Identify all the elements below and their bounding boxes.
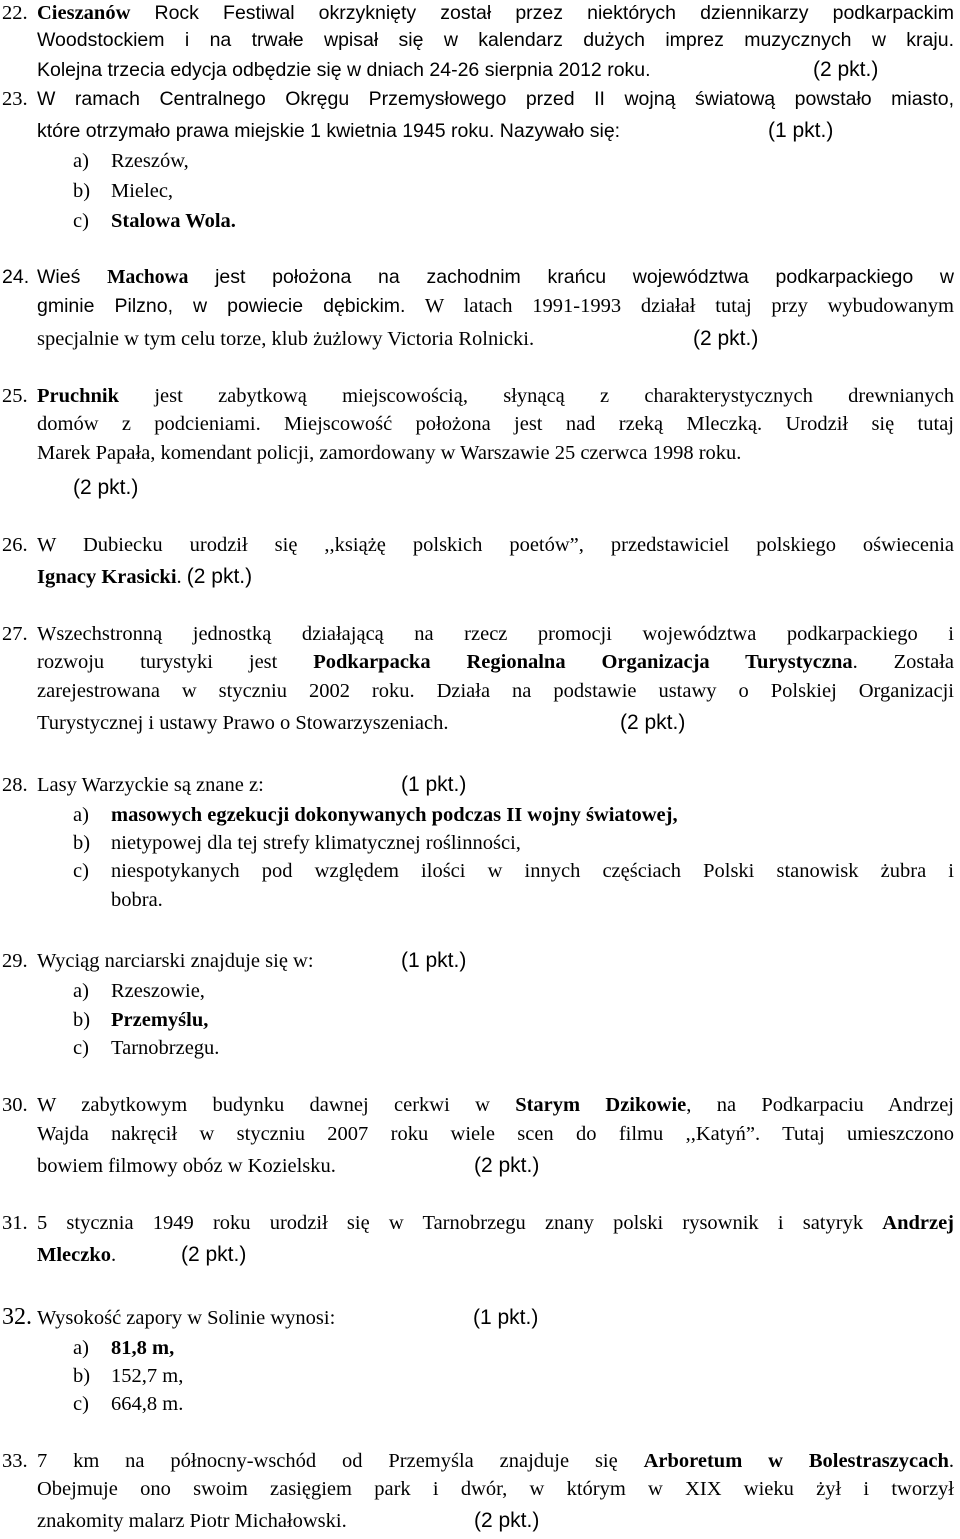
bold-term: Cieszanów: [37, 2, 131, 24]
question-text: Lasy Warzyckie są znane z: (1 pkt.): [37, 771, 954, 799]
question-text: Mleczko. (2 pkt.): [37, 1241, 954, 1269]
question-text: 5 stycznia 1949 roku urodził się w Tarnobrzegu znany polski rysownik i satyryk Andrzej: [37, 1212, 954, 1234]
question-text: Cieszanów Rock Festiwal okrzyknięty został przez niektórych dziennikarzy podkarpackim: [37, 2, 954, 24]
points-label: (2 pkt.): [186, 565, 253, 588]
question-text: Wieś Machowa jest położona na zachodnim krańcu województwa podkarpackiego w: [37, 266, 955, 288]
question-text: Woodstockiem i na trwałe wpisał się w kalendarz dużych imprez muzycznych w kraju.: [37, 29, 954, 51]
question-text: domów z podcieniami. Miejscowość położona jest nad rzeką Mleczką. Urodził się tutaj: [37, 413, 954, 435]
question-number: 25.: [2, 385, 28, 407]
answer-option-c-continued: bobra.: [111, 889, 163, 911]
answer-option-b: b) Przemyślu,: [73, 1009, 209, 1031]
question-text: zarejestrowana w styczniu 2002 roku. Działa na podstawie ustawy o Polskiej Organizacji: [37, 680, 954, 702]
question-number: 33.: [2, 1450, 28, 1472]
question-number: 24.: [2, 266, 30, 288]
answer-option-b: b) nietypowej dla tej strefy klimatycznej roślinności,: [73, 832, 521, 854]
question-text: Pruchnik jest zabytkową miejscowością, słynącą z charakterystycznych drewnianych: [37, 385, 954, 407]
points-label: (1 pkt.): [401, 773, 467, 796]
bold-term: Starym Dzikowie: [515, 1094, 687, 1116]
question-text: rozwoju turystyki jest Podkarpacka Regionalna Organizacja Turystyczna. Została: [37, 651, 954, 673]
question-text: Ignacy Krasicki. (2 pkt.): [37, 565, 253, 588]
points-label: (1 pkt.): [768, 119, 834, 142]
points-label: (2 pkt.): [73, 476, 139, 499]
bold-term: Pruchnik: [37, 385, 120, 407]
question-number: 28.: [2, 774, 28, 796]
question-number: 30.: [2, 1094, 28, 1116]
answer-option-b: b) 152,7 m,: [73, 1365, 184, 1387]
question-text: Kolejna trzecia edycja odbędzie się w dniach 24-26 sierpnia 2012 roku. (2 pkt.): [37, 56, 954, 84]
points-label: (2 pkt.): [474, 1509, 540, 1532]
answer-option-c: c) niespotykanych pod względem ilości w innych częściach Polski stanowisk żubra i: [73, 860, 954, 882]
answer-option-a: a) Rzeszów,: [73, 150, 189, 172]
answer-option-a: a) masowych egzekucji dokonywanych podczas II wojny światowej,: [73, 804, 678, 826]
answer-option-a: a) 81,8 m,: [73, 1337, 175, 1359]
points-label: (2 pkt.): [474, 1154, 540, 1177]
answer-option-c: c) Stalowa Wola.: [73, 210, 236, 232]
answer-option-c: c) Tarnobrzegu.: [73, 1037, 220, 1059]
question-number: 31.: [2, 1212, 28, 1234]
question-text: W ramach Centralnego Okręgu Przemysłowego przed II wojną światową powstało miasto,: [37, 88, 954, 110]
question-text: bowiem filmowy obóz w Kozielsku. (2 pkt.): [37, 1152, 954, 1180]
question-text: 7 km na północny-wschód od Przemyśla znajduje się Arboretum w Bolestraszycach.: [37, 1450, 954, 1472]
question-text: Wajda nakręcił w styczniu 2007 roku wiele scen do filmu ,,Katyń”. Tutaj umieszczono: [37, 1123, 954, 1145]
points-label: (2 pkt.): [620, 711, 686, 734]
points-label: (2 pkt.): [693, 327, 759, 350]
bold-term: Podkarpacka Regionalna Organizacja Turystyczna: [313, 651, 853, 673]
question-text: gminie Pilzno, w powiecie dębickim. W latach 1991-1993 działał tutaj przy wybudowanym: [37, 295, 954, 317]
question-text: Obejmuje ono swoim zasięgiem park i dwór, w którym w XIX wieku żył i tworzył: [37, 1478, 954, 1500]
question-number: 29.: [2, 950, 28, 972]
question-number: 26.: [2, 534, 28, 556]
question-number: 22.: [2, 2, 28, 24]
question-text: Wysokość zapory w Solinie wynosi: (1 pkt.): [37, 1304, 954, 1332]
question-number: 27.: [2, 623, 28, 645]
question-text: Wszechstronną jednostką działającą na rzecz promocji województwa podkarpackiego i: [37, 623, 954, 645]
answer-option-a: a) Rzeszowie,: [73, 980, 205, 1002]
bold-term: Machowa: [107, 267, 189, 288]
answer-option-c: c) 664,8 m.: [73, 1393, 184, 1415]
bold-term: Arboretum w Bolestraszycach: [643, 1450, 949, 1472]
question-number: 32.: [2, 1304, 32, 1330]
points-label: (1 pkt.): [473, 1306, 539, 1329]
question-text: Wyciąg narciarski znajduje się w: (1 pkt.): [37, 947, 954, 975]
question-number: 23.: [2, 88, 28, 110]
question-text: Marek Papała, komendant policji, zamordowany w Warszawie 25 czerwca 1998 roku.: [37, 442, 742, 464]
question-text: specjalnie w tym celu torze, klub żużlowy Victoria Rolnicki. (2 pkt.): [37, 325, 954, 353]
points-label: (1 pkt.): [401, 949, 467, 972]
bold-term: Ignacy Krasicki: [37, 566, 177, 588]
points-label: (2 pkt.): [181, 1243, 247, 1266]
bold-term: Andrzej: [882, 1212, 954, 1234]
question-text: które otrzymało prawa miejskie 1 kwietnia 1945 roku. Nazywało się: (1 pkt.): [37, 117, 954, 145]
question-text: znakomity malarz Piotr Michałowski. (2 pkt.): [37, 1507, 954, 1535]
answer-option-b: b) Mielec,: [73, 180, 174, 202]
points-label: (2 pkt.): [813, 58, 879, 81]
question-text: W Dubiecku urodził się ,,książę polskich poetów”, przedstawiciel polskiego oświecenia: [37, 534, 954, 556]
question-text: Turystycznej i ustawy Prawo o Stowarzyszeniach. (2 pkt.): [37, 709, 954, 737]
question-text: W zabytkowym budynku dawnej cerkwi w Starym Dzikowie, na Podkarpaciu Andrzej: [37, 1094, 954, 1116]
